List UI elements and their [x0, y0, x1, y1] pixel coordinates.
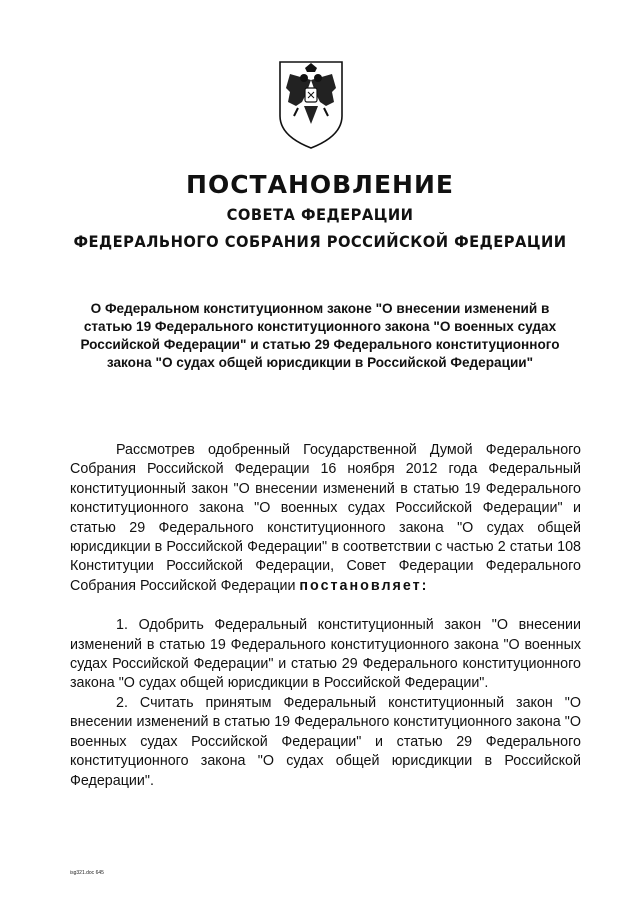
- resolution-item-1: 1. Одобрить Федеральный конституционный закон "О внесении изменений в статью 19 Федерального конституционного закона "О военных судах Российской Федерации" и статью 29 Федерального конституционного закона "О судах общей юрисдикции в Российской Федерации".: [70, 617, 581, 692]
- file-reference: isg321.doc 645: [70, 870, 104, 876]
- document-subject: О Федеральном конституционном законе "О внесении изменений в статью 19 Федерального конституционного закона "О военных судах Российской Федерации" и статью 29 Федерального конституционного закона "О судах общей юрисдикции в Российской Федерации": [80, 301, 560, 370]
- resolution-item-2: 2. Считать принятым Федеральный конституционный закон "О внесении изменений в статью 19 Федерального конституционного закона "О военных судах Российской Федерации" и статью 29 Федерального конституционного закона "О судах общей юрисдикции в Российской Федерации".: [70, 694, 581, 789]
- coat-of-arms-icon: [276, 58, 346, 150]
- issuer-line-2: ФЕДЕРАЛЬНОГО СОБРАНИЯ РОССИЙСКОЙ ФЕДЕРАЦИИ: [73, 232, 567, 251]
- resolves-word: постановляет:: [299, 577, 429, 594]
- preamble-paragraph: [70, 441, 581, 596]
- document-title: ПОСТАНОВЛЕНИЕ: [186, 170, 454, 199]
- document-body: [70, 441, 581, 791]
- issuer-line-1: СОВЕТА ФЕДЕРАЦИИ: [226, 205, 414, 224]
- preamble-text: Рассмотрев одобренный Государственной Думой Федерального Собрания Российской Федерации 16 ноября 2012 года Федеральный конституционный закон "О внесении изменений в статью 19 Федерального конституционного закона "О военных судах Российской Федерации" и статью 29 Федерального конституционного закона "О судах общей юрисдикции в Российской Федерации" в соответствии с частью 2 статьи 108 Конституции Российской Федерации, Совет Федерации Федерального Собрания Российской Федерации: [70, 442, 581, 594]
